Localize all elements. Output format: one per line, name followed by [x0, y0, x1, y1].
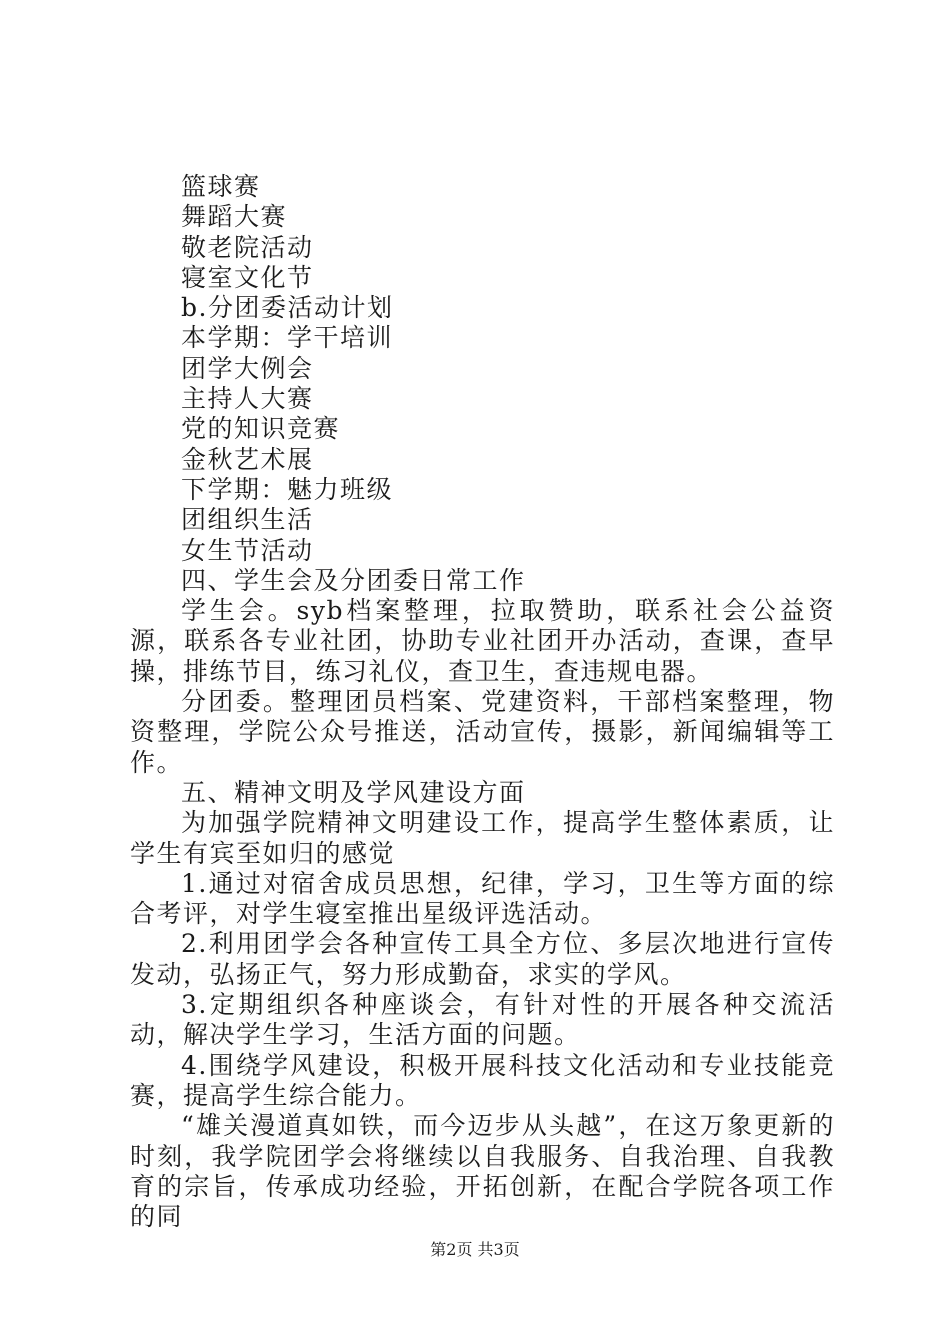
paragraph: 分团委。整理团员档案、党建资料，干部档案整理，物资整理，学院公众号推送，活动宣传，摄影，新闻编辑等工作。 — [130, 687, 835, 777]
list-item: 下学期：魅力班级 — [181, 474, 394, 504]
document-body — [130, 172, 835, 1232]
paragraph: “雄关漫道真如铁，而今迈步从头越”，在这万象更新的时刻，我学院团学会将继续以自我服务、自我治理、自我教育的宗旨，传承成功经验，开拓创新，在配合学院各项工作的同 — [130, 1111, 835, 1232]
list-item: 篮球赛 — [181, 172, 261, 201]
list-item: 团组织生活 — [181, 505, 314, 535]
list-item: 团学大例会 — [181, 353, 314, 383]
section-heading: 五、精神文明及学风建设方面 — [181, 777, 526, 807]
list-item: 党的知识竞赛 — [181, 414, 341, 444]
list-item: 金秋艺术展 — [181, 444, 314, 474]
list-item: 主持人大赛 — [181, 384, 314, 414]
paragraph: 学生会。syb档案整理，拉取赞助，联系社会公益资源，联系各专业社团，协助专业社团开办活动，查课，查早操，排练节目，练习礼仪，查卫生，查违规电器。 — [130, 596, 835, 686]
list-item: 敬老院活动 — [181, 232, 314, 262]
paragraph: 3.定期组织各种座谈会，有针对性的开展各种交流活动，解决学生学习，生活方面的问题。 — [130, 990, 835, 1050]
page-footer: 第2页 共3页 — [430, 1240, 520, 1259]
section-heading: 四、学生会及分团委日常工作 — [181, 565, 526, 595]
paragraph: 为加强学院精神文明建设工作，提高学生整体素质，让学生有宾至如归的感觉 — [130, 808, 835, 868]
list-item: 本学期：学干培训 — [181, 323, 394, 353]
paragraph: 1.通过对宿舍成员思想，纪律，学习，卫生等方面的综合考评，对学生寝室推出星级评选活动。 — [130, 868, 835, 929]
list-item: 寝室文化节 — [181, 262, 314, 292]
section-heading: b.分团委活动计划 — [181, 293, 394, 323]
list-item: 女生节活动 — [181, 535, 314, 565]
paragraph: 4.围绕学风建设，积极开展科技文化活动和专业技能竞赛，提高学生综合能力。 — [130, 1050, 835, 1110]
list-item: 舞蹈大赛 — [181, 202, 288, 232]
paragraph: 2.利用团学会各种宣传工具全方位、多层次地进行宣传发动，弘扬正气，努力形成勤奋，求实的学风。 — [130, 929, 835, 989]
